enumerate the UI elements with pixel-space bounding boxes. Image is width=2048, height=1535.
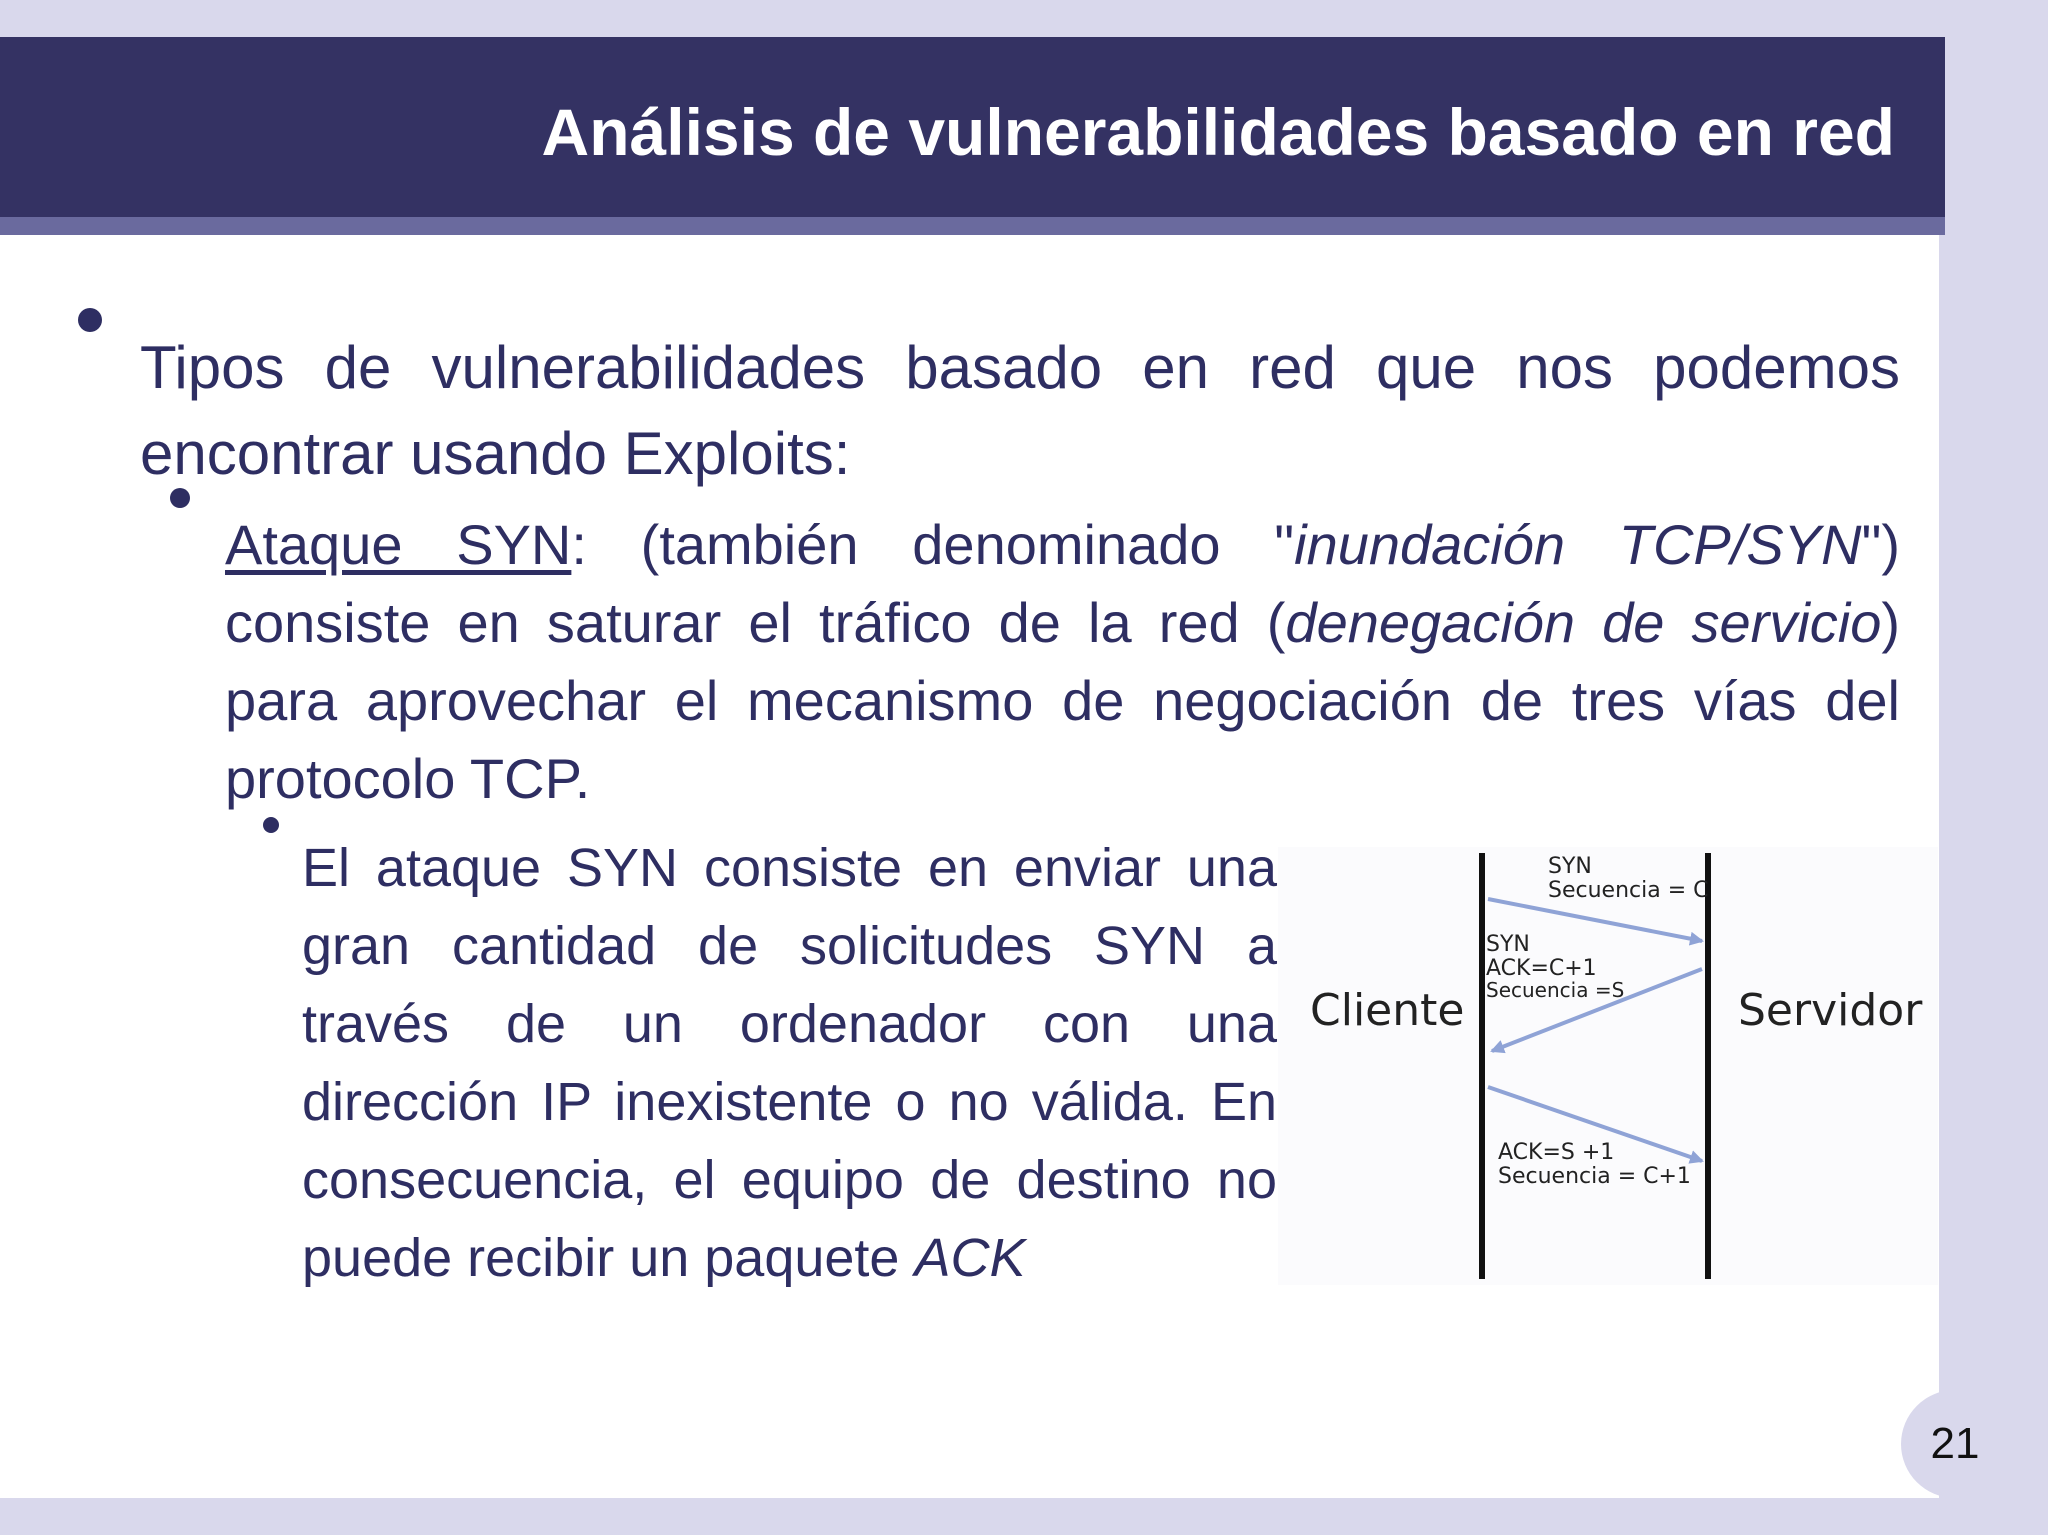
- bullet3-italic: ACK: [914, 1228, 1026, 1288]
- msg1-line1: SYN: [1548, 854, 1592, 879]
- server-label: Servidor: [1738, 985, 1923, 1036]
- tcp-handshake-diagram: [1278, 847, 1938, 1285]
- page-number-badge: [1901, 1390, 2009, 1498]
- bullet2-part1: : (también denominado ": [571, 513, 1295, 576]
- bullet-level2-text: [225, 506, 1900, 818]
- page-number: 21: [1930, 1419, 1980, 1468]
- bullet-level1-text: [140, 325, 1900, 497]
- msg2-line1: SYN: [1486, 932, 1530, 957]
- bullet2-part3: ) para aprovechar el mecanismo de negociación de tres vías del protocolo TCP.: [225, 591, 1900, 810]
- msg2-line3: Secuencia =S: [1486, 978, 1625, 1002]
- msg2-line2: ACK=C+1: [1486, 956, 1597, 981]
- bullet-level3-text: [302, 829, 1277, 1297]
- msg3-line1: ACK=S +1: [1498, 1140, 1615, 1165]
- title-underline-strip: [0, 217, 1945, 235]
- slide: [0, 37, 1939, 1498]
- bullet-dot-level3: [263, 817, 279, 833]
- bullet-dot-level1: [78, 308, 102, 332]
- bullet-dot-level2: [170, 488, 190, 508]
- msg3-line2: Secuencia = C+1: [1498, 1164, 1691, 1189]
- bullet2-italic1: inundación TCP/SYN: [1294, 513, 1862, 576]
- bullet1-text: Tipos de vulnerabilidades basado en red que nos podemos encontrar usando Exploits:: [140, 334, 1900, 487]
- bullet3-text: El ataque SYN consiste en enviar una gran cantidad de solicitudes SYN a través de un ordenador con una dirección IP inexistente o no válida. En consecuencia, el equipo de destino no puede recibir un paquete: [302, 838, 1277, 1288]
- ataque-syn-term: Ataque SYN: [225, 513, 572, 576]
- bullet2-italic2: denegación de servicio: [1285, 591, 1882, 654]
- msg1-line2: Secuencia = C: [1548, 878, 1709, 903]
- bullet2-part2: ") consiste en saturar el tráfico de la red (: [225, 513, 1901, 654]
- slide-title: Análisis de vulnerabilidades basado en red: [541, 95, 1895, 169]
- handshake-svg: [1278, 847, 1938, 1285]
- client-label: Cliente: [1310, 985, 1465, 1036]
- title-bar: [0, 37, 1945, 217]
